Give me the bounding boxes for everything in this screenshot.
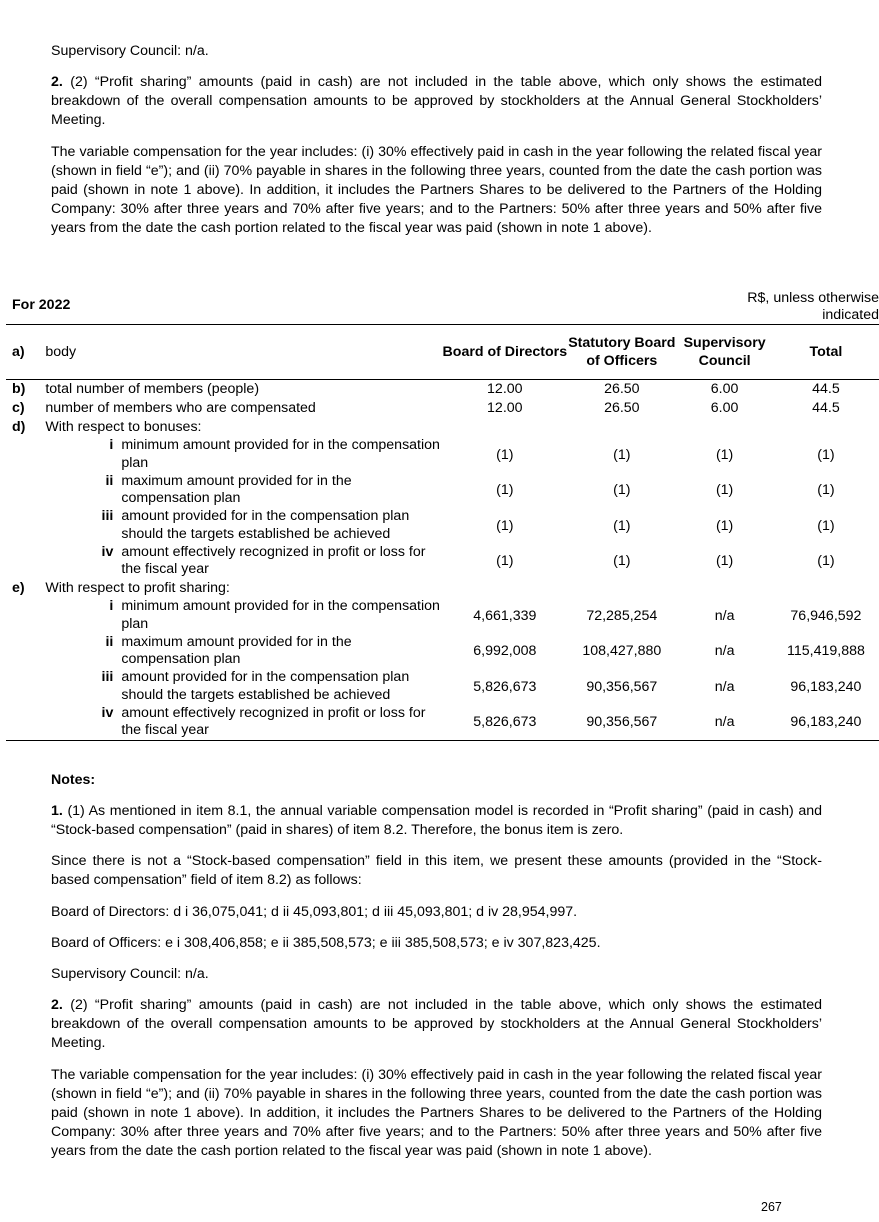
- table-row: [6, 380, 879, 400]
- row-label: maximum amount provided for in the compensation plan: [121, 472, 352, 507]
- note-2-number: 2.: [51, 997, 63, 1013]
- table-row: [6, 508, 879, 544]
- row-label: minimum amount provided for in the compensation plan: [121, 437, 440, 471]
- roman-numeral: i: [109, 437, 114, 454]
- roman-numeral: ii: [105, 472, 114, 489]
- cell-supervisory-council: 6.00: [710, 400, 739, 416]
- cell-total: (1): [817, 446, 835, 463]
- cell-supervisory-council: 6.00: [710, 381, 739, 397]
- cell-board-of-directors: 5,826,673: [473, 678, 537, 695]
- table-row: [6, 473, 879, 509]
- note-2-text: (2) “Profit sharing” amounts (paid in cash) are not included in the table above, which only shows the estimated breakdown of the overall compensation amounts to be approved by stockholders at the Annual General Stockholders’ Meeting.: [51, 74, 822, 128]
- row-label: amount effectively recognized in profit or loss for the fiscal year: [121, 704, 426, 739]
- cell-total: 76,946,592: [790, 607, 862, 624]
- cell-supervisory-council: n/a: [676, 705, 773, 741]
- row-label: minimum amount provided for in the compensation plan: [121, 598, 440, 632]
- header-board-of-directors: Board of Directors: [442, 325, 567, 380]
- cell-board-of-directors: (1): [496, 517, 514, 534]
- cell-total: 44.5: [812, 381, 840, 397]
- cell-supervisory-council: (1): [715, 553, 734, 570]
- cell-total: 115,419,888: [787, 643, 865, 660]
- board-of-officers-amounts: Board of Officers: e i 308,406,858; e ii 385,508,573; e iii 385,508,573; e iv 307,823,425.: [51, 935, 601, 951]
- row-label: amount provided for in the compensation plan should the targets established be achieved: [121, 669, 410, 703]
- roman-numeral: i: [109, 598, 114, 615]
- roman-numeral: iii: [101, 669, 114, 686]
- table-row: [6, 669, 879, 705]
- cell-supervisory-council: n/a: [714, 607, 735, 624]
- supervisory-council-note-top: Supervisory Council: n/a.: [51, 43, 209, 59]
- cell-board-of-directors: (1): [496, 446, 514, 463]
- supervisory-council-note: Supervisory Council: n/a.: [51, 966, 209, 982]
- cell-statutory-board: (1): [613, 553, 631, 570]
- cell-total: 44.5: [812, 400, 840, 416]
- row-letter: b): [12, 381, 26, 397]
- section-row-profit-sharing: [6, 579, 879, 598]
- row-label: maximum amount provided for in the compensation plan: [121, 633, 352, 668]
- cell-supervisory-council: n/a: [714, 678, 735, 695]
- table-row: [6, 634, 879, 670]
- cell-statutory-board: 26.50: [604, 400, 640, 416]
- cell-supervisory-council: (1): [715, 446, 734, 463]
- variable-compensation-paragraph-top: The variable compensation for the year includes: (i) 30% effectively paid in cash in the year following the related fiscal year (shown in field “e”); and (ii) 70% payable in shares in the following three years, counted from the date the cash portion was paid (shown in note 1 above). In addition, it includes the Partners Shares to be delivered to the Partners of the Holding Company: 30% after three years and 70% after five years; and to the Partners: 50% after three years and 50% after five years from the date the cash portion related to the fiscal year was paid (shown in note 1 above).: [51, 144, 822, 236]
- cell-board-of-directors: (1): [496, 482, 514, 499]
- cell-statutory-board: 90,356,567: [567, 705, 676, 741]
- board-of-directors-amounts: Board of Directors: d i 36,075,041; d ii 45,093,801; d iii 45,093,801; d iv 28,954,997.: [51, 904, 578, 920]
- section-row-bonuses: [6, 418, 879, 437]
- notes-heading: Notes:: [51, 772, 96, 788]
- cell-board-of-directors: 4,661,339: [473, 607, 537, 624]
- unit-line-1: R$, unless otherwise: [747, 290, 879, 306]
- note-2: [51, 996, 822, 1053]
- cell-board-of-directors: 12.00: [487, 381, 523, 397]
- note-2-number: 2.: [51, 74, 63, 90]
- note-2-text: (2) “Profit sharing” amounts (paid in cash) are not included in the table above, which only shows the estimated breakdown of the overall compensation amounts to be approved by stockholders at the Annual General Stockholders’ Meeting.: [51, 997, 822, 1051]
- roman-numeral: iii: [101, 508, 114, 525]
- cell-total: (1): [817, 482, 835, 499]
- row-label: With respect to profit sharing:: [45, 580, 230, 596]
- cell-supervisory-council: (1): [715, 517, 734, 534]
- note-1-number: 1.: [51, 803, 63, 819]
- table-title: For 2022: [12, 297, 71, 313]
- table-row: [6, 598, 879, 634]
- page-number: 267: [761, 1200, 782, 1214]
- unit-line-2: indicated: [822, 307, 879, 323]
- table-row: [6, 437, 879, 473]
- table-header-row: [6, 325, 879, 380]
- cell-statutory-board: (1): [613, 482, 631, 499]
- stock-based-intro: Since there is not a “Stock-based compensation” field in this item, we present these amounts (provided in the “Stock-based compensation” field of item 8.2) as follows:: [51, 853, 822, 888]
- table-row: [6, 705, 879, 741]
- cell-statutory-board: 72,285,254: [586, 607, 658, 624]
- header-supervisory-council: Supervisory Council: [676, 325, 773, 380]
- cell-statutory-board: 108,427,880: [582, 643, 662, 660]
- currency-unit-note: [747, 290, 879, 324]
- cell-board-of-directors: 6,992,008: [473, 643, 537, 660]
- cell-board-of-directors: 12.00: [487, 400, 523, 416]
- roman-numeral: iv: [101, 543, 114, 560]
- header-letter: a): [6, 325, 45, 380]
- row-label: amount provided for in the compensation plan should the targets established be achieved: [121, 508, 410, 542]
- row-letter: e): [12, 580, 25, 596]
- cell-statutory-board: 90,356,567: [586, 678, 658, 695]
- cell-statutory-board: (1): [613, 517, 631, 534]
- cell-board-of-directors: 5,826,673: [442, 705, 567, 741]
- roman-numeral: ii: [105, 633, 114, 650]
- row-letter: c): [12, 400, 25, 416]
- cell-board-of-directors: (1): [496, 553, 514, 570]
- table-row: [6, 399, 879, 418]
- roman-numeral: iv: [101, 704, 114, 721]
- note-1-text: (1) As mentioned in item 8.1, the annual variable compensation model is recorded in “Profit sharing” (paid in cash) and “Stock-based compensation” (paid in shares) of item 8.2. Therefore, the bonus item is zero.: [51, 803, 822, 838]
- row-label: number of members who are compensated: [45, 400, 316, 416]
- row-letter: d): [12, 419, 26, 435]
- cell-total: (1): [817, 553, 835, 570]
- cell-statutory-board: (1): [613, 446, 631, 463]
- compensation-table: [6, 324, 879, 741]
- cell-total: 96,183,240: [790, 678, 862, 695]
- note-2-top: [51, 73, 822, 130]
- row-label: total number of members (people): [45, 381, 260, 397]
- header-total: Total: [773, 325, 879, 380]
- cell-statutory-board: 26.50: [604, 381, 640, 397]
- cell-total: 96,183,240: [773, 705, 879, 741]
- cell-supervisory-council: n/a: [714, 643, 735, 660]
- note-1: [51, 802, 822, 840]
- cell-total: (1): [817, 517, 835, 534]
- row-label: amount effectively recognized in profit or loss for the fiscal year: [121, 543, 426, 578]
- variable-compensation-paragraph: The variable compensation for the year includes: (i) 30% effectively paid in cash in the year following the related fiscal year (shown in field “e”); and (ii) 70% payable in shares in the following three years, counted from the date the cash portion was paid (shown in note 1 above). In addition, it includes the Partners Shares to be delivered to the Partners of the Holding Company: 30% after three years and 70% after five years; and to the Partners: 50% after three years and 50% after five years from the date the cash portion related to the fiscal year was paid (shown in note 1 above).: [51, 1067, 822, 1159]
- cell-supervisory-council: (1): [715, 482, 734, 499]
- table-row: [6, 544, 879, 580]
- row-label: With respect to bonuses:: [45, 419, 202, 435]
- header-label: body: [45, 325, 442, 380]
- header-statutory-board-of-officers: Statutory Board of Officers: [567, 325, 676, 380]
